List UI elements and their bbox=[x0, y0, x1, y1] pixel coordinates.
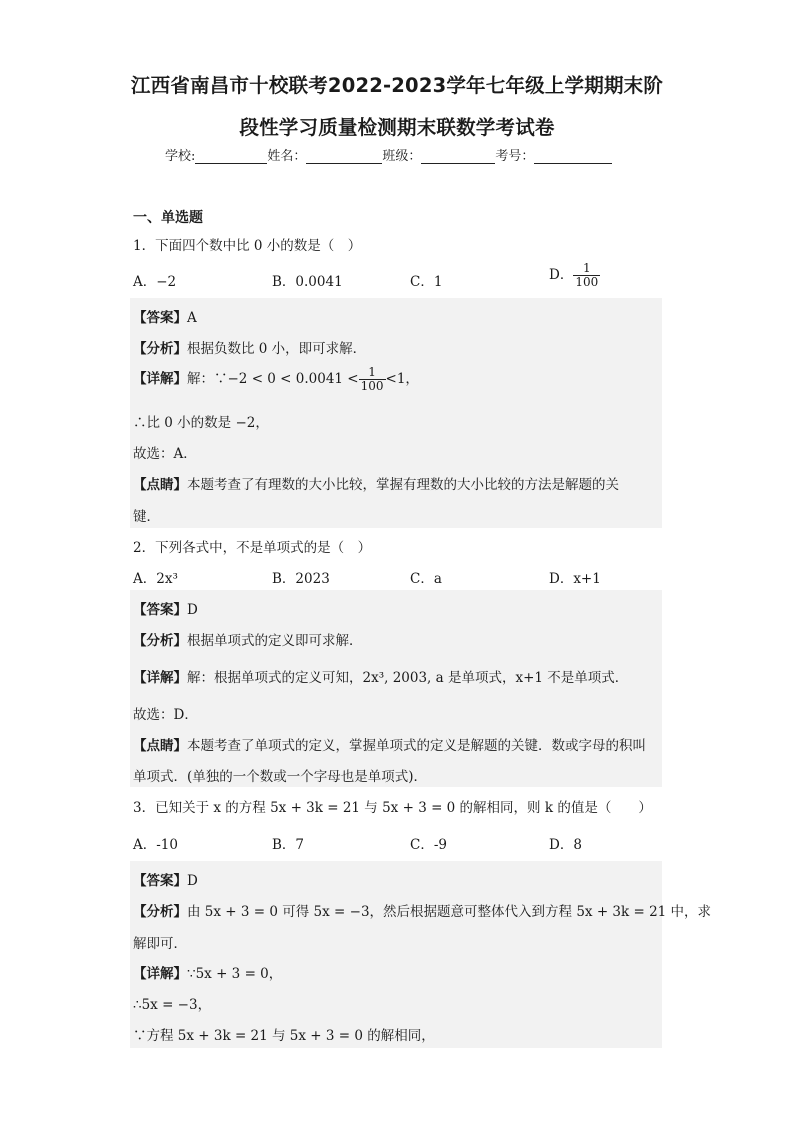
q3-answer bbox=[133, 869, 198, 889]
number-blank[interactable] bbox=[534, 149, 612, 164]
q2-option-d: D．x+1 bbox=[549, 571, 601, 587]
number-label: 考号： bbox=[495, 149, 535, 164]
q3-detail bbox=[133, 962, 282, 982]
page-title-line-1: 江西省南昌市十校联考2022-2023学年七年级上学期期末阶 bbox=[130, 74, 664, 97]
q1-option-a: A．−2 bbox=[133, 274, 177, 290]
answer-tag: 【答案】 bbox=[133, 310, 187, 326]
question-3-stem: 3．已知关于 x 的方程 5x + 3k = 21 与 5x + 3 = 0 的解相同，则 k 的值是（ ） bbox=[133, 800, 652, 816]
analysis-tag: 【分析】 bbox=[133, 904, 187, 920]
section-title: 一、单选题 bbox=[133, 210, 203, 226]
q1-analysis bbox=[133, 337, 366, 357]
answer-value: D bbox=[187, 873, 198, 889]
q1-detail-2: ∴比 0 小的数是 −2， bbox=[133, 415, 269, 431]
q3-option-c: C．-9 bbox=[410, 837, 447, 853]
fraction-denominator: 100 bbox=[575, 275, 599, 290]
q3-solution-box bbox=[130, 861, 662, 1048]
detail-text-pre: 解：∵−2 < 0 < 0.0041 < bbox=[187, 371, 359, 388]
student-info-row bbox=[165, 145, 612, 164]
q2-answer bbox=[133, 598, 198, 618]
comment-text: 本题考查了有理数的大小比较，掌握有理数的大小比较的方法是解题的关 bbox=[187, 477, 619, 493]
comment-tag: 【点睛】 bbox=[133, 738, 187, 754]
fraction-numerator: 1 bbox=[582, 261, 591, 275]
q1-comment bbox=[133, 473, 619, 493]
q2-comment-2: 单项式．(单独的一个数或一个字母也是单项式)． bbox=[133, 769, 428, 785]
analysis-text: 根据负数比 0 小，即可求解． bbox=[187, 341, 367, 357]
detail-tag: 【详解】 bbox=[133, 966, 187, 982]
q3-option-d: D．8 bbox=[549, 837, 582, 853]
q1-answer bbox=[133, 306, 197, 326]
analysis-text: 由 5x + 3 = 0 可得 5x = −3，然后根据题意可整体代入到方程 5x + 3k = 21 中，求 bbox=[187, 904, 712, 920]
q1-option-b: B．0.0041 bbox=[272, 274, 343, 290]
q3-option-b: B．7 bbox=[272, 837, 305, 853]
q2-option-b: B．2023 bbox=[272, 571, 330, 587]
q1-option-c: C．1 bbox=[410, 274, 443, 290]
comment-text: 本题考查了单项式的定义，掌握单项式的定义是解题的关键．数或字母的积叫 bbox=[187, 738, 646, 754]
detail-tag: 【详解】 bbox=[133, 371, 187, 388]
school-blank[interactable] bbox=[195, 149, 267, 164]
q1-comment-2: 键． bbox=[133, 509, 160, 525]
answer-tag: 【答案】 bbox=[133, 873, 187, 889]
q2-comment bbox=[133, 734, 646, 754]
q2-option-c: C．a bbox=[410, 571, 442, 587]
name-blank[interactable] bbox=[306, 149, 382, 164]
answer-tag: 【答案】 bbox=[133, 602, 187, 618]
question-2-stem: 2．下列各式中，不是单项式的是（ ） bbox=[133, 540, 372, 556]
q3-analysis-2: 解即可． bbox=[133, 936, 187, 952]
comment-tag: 【点睛】 bbox=[133, 477, 187, 493]
name-label: 姓名： bbox=[267, 149, 307, 164]
q3-detail-3: ∵方程 5x + 3k = 21 与 5x + 3 = 0 的解相同， bbox=[133, 1028, 435, 1044]
class-label: 班级： bbox=[382, 149, 422, 164]
class-blank[interactable] bbox=[421, 149, 495, 164]
q1-detail bbox=[133, 366, 419, 393]
question-1-stem: 1．下面四个数中比 0 小的数是（ ） bbox=[133, 238, 362, 254]
fraction-denominator: 100 bbox=[360, 379, 384, 394]
detail-tag: 【详解】 bbox=[133, 670, 187, 686]
q3-detail-2: ∴5x = −3， bbox=[133, 997, 212, 1013]
detail-text-post: <1， bbox=[385, 371, 419, 388]
q1-option-d bbox=[549, 262, 600, 289]
answer-value: D bbox=[187, 602, 198, 618]
q3-analysis bbox=[133, 900, 711, 920]
fraction-numerator: 1 bbox=[368, 365, 376, 379]
q1-choose: 故选：A． bbox=[133, 446, 197, 462]
detail-text: 解：根据单项式的定义可知，2x³, 2003, a 是单项式，x+1 不是单项式． bbox=[187, 670, 629, 686]
q1-option-d-fraction bbox=[573, 262, 600, 289]
q1-option-d-label: D． bbox=[549, 267, 574, 284]
analysis-text: 根据单项式的定义即可求解． bbox=[187, 633, 363, 649]
page-title-line-2: 段性学习质量检测期末联数学考试卷 bbox=[239, 116, 555, 139]
school-label: 学校: bbox=[165, 149, 196, 164]
q3-option-a: A．-10 bbox=[133, 837, 178, 853]
q2-solution-box bbox=[130, 590, 662, 787]
detail-text: ∵5x + 3 = 0， bbox=[187, 966, 283, 982]
q2-option-a: A．2x³ bbox=[133, 571, 178, 587]
analysis-tag: 【分析】 bbox=[133, 341, 187, 357]
q2-detail bbox=[133, 666, 628, 686]
answer-value: A bbox=[187, 310, 197, 326]
analysis-tag: 【分析】 bbox=[133, 633, 187, 649]
q2-choose: 故选：D． bbox=[133, 707, 198, 723]
q2-analysis bbox=[133, 629, 363, 649]
detail-fraction bbox=[359, 366, 386, 393]
